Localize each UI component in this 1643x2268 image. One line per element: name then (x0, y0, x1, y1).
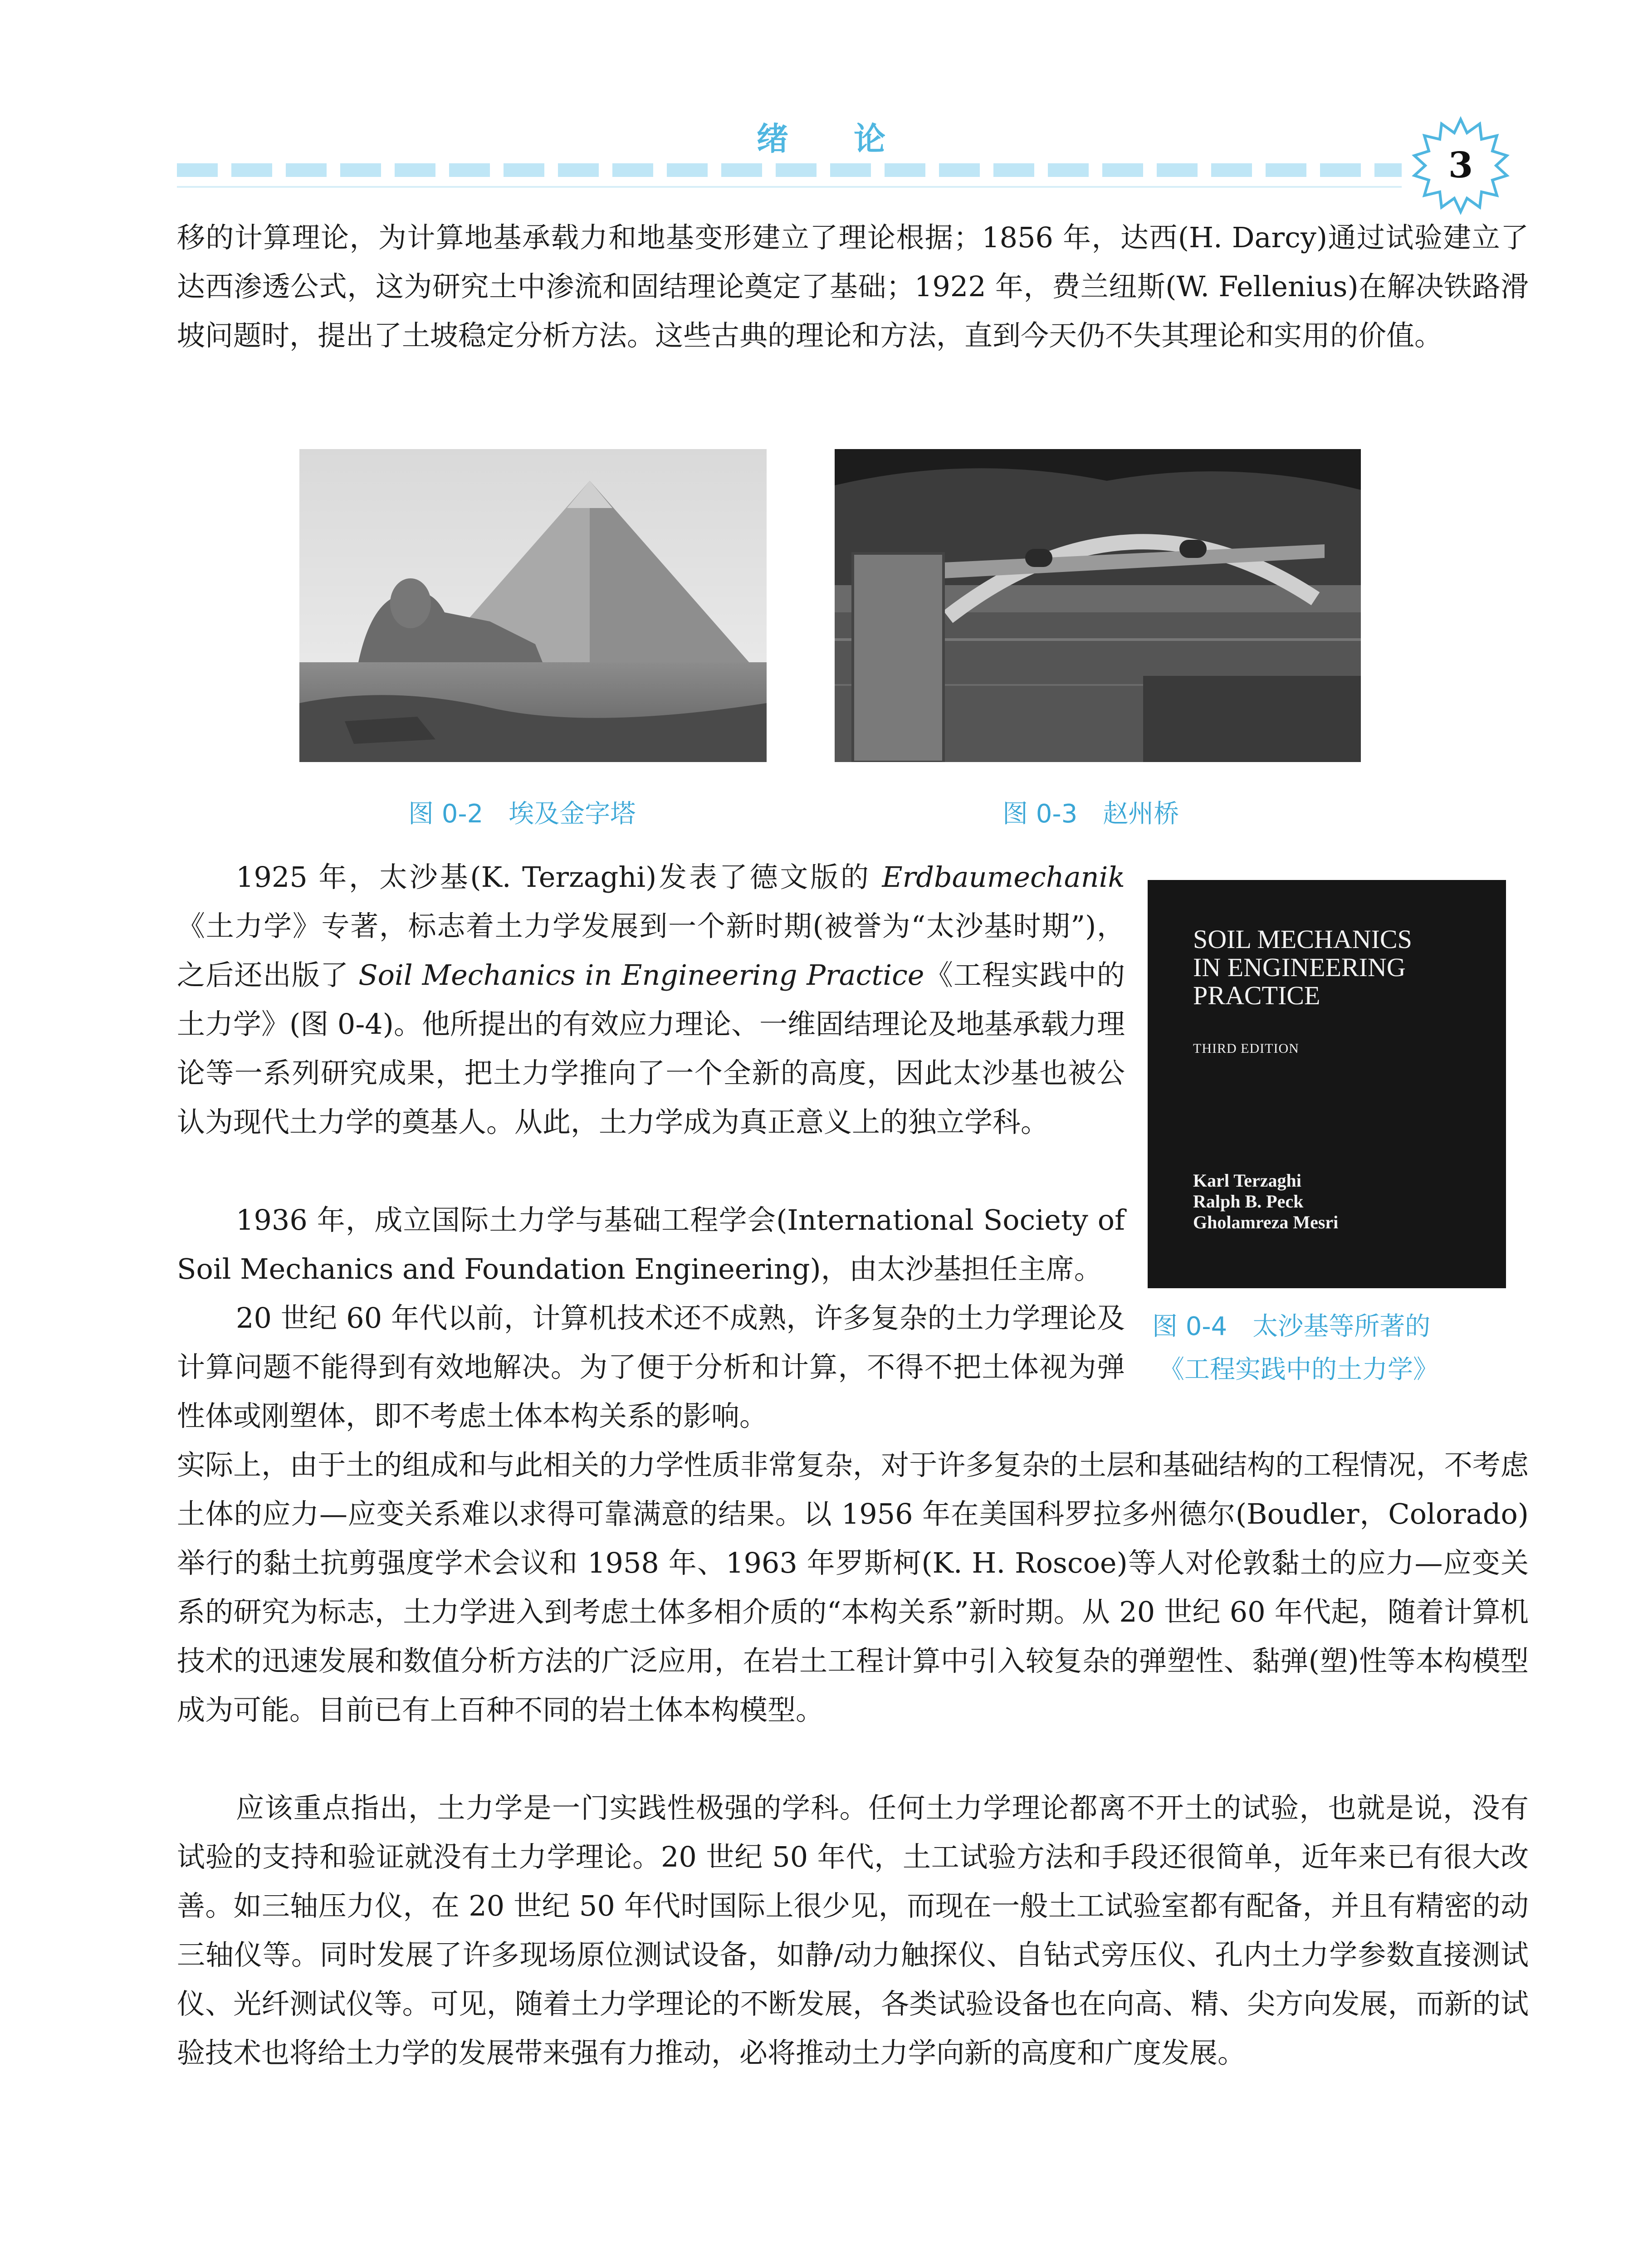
paragraph-2-italic-title-en: Soil Mechanics in Engineering Practice (358, 958, 924, 992)
header-thin-rule (177, 186, 1402, 188)
paragraph-4-full: 实际上，由于土的组成和与此相关的力学性质非常复杂，对于许多复杂的土层和基础结构的工程情况，不考虑土体的应力—应变关系难以求得可靠满意的结果。以 1956 年在美国科罗拉多州德尔(Boudler，Colorado)举行的黏土抗剪强度学术会议和 1958 年、1963 年罗斯柯(K. H. Roscoe)等人对伦敦黏土的应力—应变关系的研究为标志，土力学进入到考虑土体多相介质的“本构关系”新时期。从 20 世纪 60 年代起，随着计算机技术的迅速发展和数值分析方法的广泛应用，在岩土工程计算中引入较复杂的弹塑性、黏弹(塑)性等本构模型成为可能。目前已有上百种不同的岩土体本构模型。 (177, 1448, 1529, 1726)
book-cover-edition: THIRD EDITION (1193, 1041, 1299, 1056)
page-number-badge (1411, 116, 1511, 215)
figure-book-cover (1148, 880, 1506, 1288)
paragraph-2-text-c: 《工程实践中的土力学》(图 0-4)。他所提出的有效应力理论、一维固结理论及地基承载力理论等一系列研究成果，把土力学推向了一个全新的高度，因此太沙基也被公认为现代土力学的奠基人。从此，土力学成为真正意义上的独立学科。 (177, 958, 1125, 1139)
paragraph-4-narrow: 20 世纪 60 年代以前，计算机技术还不成熟，许多复杂的土力学理论及计算问题不能得到有效地解决。为了便于分析和计算，不得不把土体视为弹性体或刚塑体，即不考虑土体本构关系的影响。 (177, 1301, 1125, 1432)
figure-0-3-caption: 图 0-3 赵州桥 (1002, 799, 1179, 829)
running-header-title: 绪 论 (756, 120, 913, 157)
paragraph-2-text-b: 《土力学》专著，标志着土力学发展到一个新时期(被誉为“太沙基时期”)，之后还出版了 (177, 909, 1125, 992)
page-number: 3 (1448, 145, 1473, 186)
paragraph-2-italic-title-de: Erdbaumechanik (882, 860, 1125, 894)
paragraph-1: 移的计算理论，为计算地基承载力和地基变形建立了理论根据；1856 年，达西(H. Darcy)通过试验建立了达西渗透公式，这为研究土中渗流和固结理论奠定了基础；1922 年，费兰纽斯(W. Fellenius)在解决铁路滑坡问题时，提出了土坡稳定分析方法。这些古典的理论和方法，直到今天仍不失其理论和实用的价值。 (177, 221, 1529, 352)
book-cover-authors: Karl Terzaghi Ralph B. Peck Gholamreza Mesri (1193, 1170, 1339, 1232)
paragraph-2 (177, 853, 1125, 1147)
header-dashed-rule (177, 163, 1402, 177)
paragraph-2-text-a: 1925 年，太沙基(K. Terzaghi)发表了德文版的 (236, 860, 882, 894)
figure-0-4-caption-line-1: 图 0-4 太沙基等所著的 (1152, 1312, 1431, 1341)
paragraph-5: 应该重点指出，土力学是一门实践性极强的学科。任何土力学理论都离不开土的试验，也就是说，没有试验的支持和验证就没有土力学理论。20 世纪 50 年代，土工试验方法和手段还很简单，近年来已有很大改善。如三轴压力仪，在 20 世纪 50 年代时国际上很少见，而现在一般土工试验室都有配备，并且有精密的动三轴仪等。同时发展了许多现场原位测试设备，如静/动力触探仪、自钻式旁压仪、孔内土力学参数直接测试仪、光纤测试仪等。可见，随着土力学理论的不断发展，各类试验设备也在向高、精、尖方向发展，而新的试验技术也将给土力学的发展带来强有力推动，必将推动土力学向新的高度和广度发展。 (177, 1791, 1529, 2069)
book-cover-title: SOIL MECHANICS IN ENGINEERING PRACTICE (1193, 924, 1412, 1010)
paragraph-3: 1936 年，成立国际土力学与基础工程学会(International Society of Soil Mechanics and Foundation Engineering)，由太沙基担任主席。 (177, 1203, 1125, 1286)
figure-0-4-caption-line-2: 《工程实践中的土力学》 (1159, 1355, 1438, 1384)
figure-0-2-caption: 图 0-2 埃及金字塔 (408, 799, 636, 829)
figure-bridge-image (835, 449, 1361, 762)
figure-pyramid-image (299, 449, 767, 762)
